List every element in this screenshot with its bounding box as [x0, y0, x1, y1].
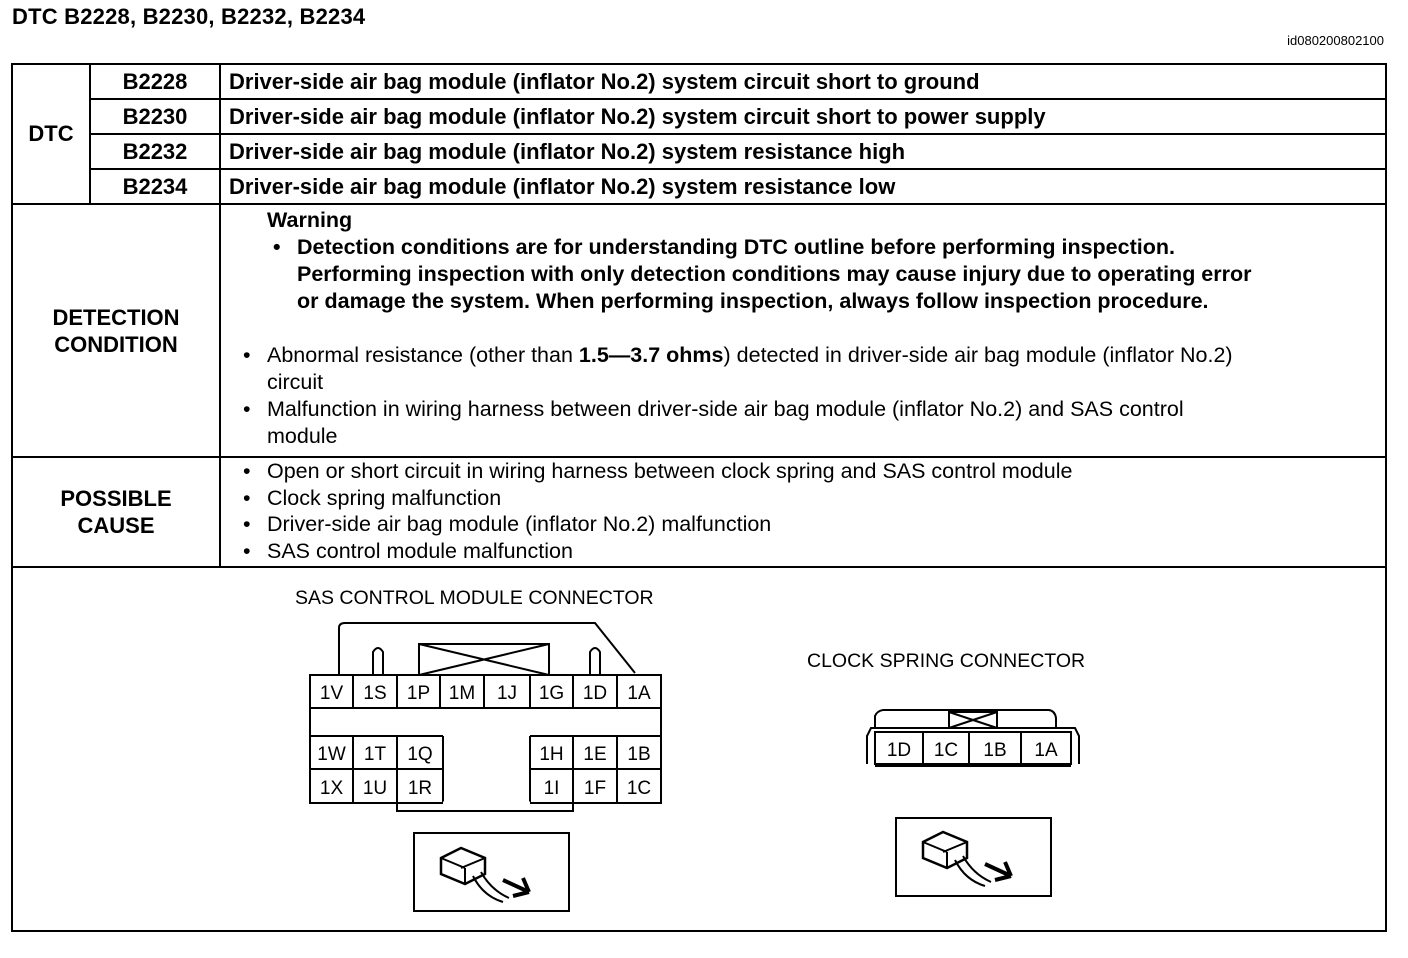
- list-item: • Open or short circuit in wiring harness between clock spring and SAS control module: [233, 458, 1373, 485]
- possible-cause-label: [12, 457, 220, 567]
- sas-pin-label: 1X: [319, 778, 344, 799]
- page-title: DTC B2228, B2230, B2232, B2234: [12, 4, 366, 29]
- warning-list: [233, 234, 1373, 315]
- warning-line: • Detection conditions are for understanding DTC outline before performing inspection.: [297, 235, 1175, 259]
- sas-pin-label: 1E: [583, 744, 607, 765]
- dtc-label: DTC: [12, 64, 90, 204]
- list-item: [233, 342, 1373, 396]
- connector-diagram: [12, 567, 1386, 931]
- dtc-code: B2230: [90, 99, 220, 134]
- sas-pin-label: 1W: [317, 744, 346, 765]
- connector-diagram-svg: [13, 568, 1383, 930]
- sas-pin-label: 1B: [627, 744, 651, 765]
- detection-label-line: CONDITION: [54, 331, 178, 357]
- sas-pin-label: 1S: [363, 683, 387, 704]
- clock-spring-pin-labels: [887, 740, 1058, 761]
- sas-connector-title: SAS CONTROL MODULE CONNECTOR: [295, 587, 654, 609]
- dtc-description: Driver-side air bag module (inflator No.2) system resistance high: [220, 134, 1386, 169]
- dtc-code: B2228: [90, 64, 220, 99]
- list-item: • Clock spring malfunction: [233, 485, 1373, 512]
- dtc-description: Driver-side air bag module (inflator No.2) system circuit short to power supply: [220, 99, 1386, 134]
- detection-list: [233, 342, 1373, 450]
- sas-pin-label: 1I: [543, 778, 560, 799]
- table-row: [12, 99, 1386, 134]
- list-item: • SAS control module malfunction: [233, 538, 1373, 565]
- clock-spring-pin-label: 1D: [886, 740, 912, 761]
- sas-pin-label: 1C: [626, 778, 652, 799]
- document-id: id080200802100: [1287, 33, 1384, 48]
- list-item: [233, 396, 1373, 450]
- list-item: • Driver-side air bag module (inflator No.2) malfunction: [233, 511, 1373, 538]
- clock-spring-connector-title: CLOCK SPRING CONNECTOR: [807, 650, 1086, 672]
- table-row: [12, 64, 1386, 99]
- clock-spring-terminal-view-icon: [896, 818, 1051, 896]
- sas-pin-label: 1G: [538, 683, 565, 704]
- cause-label-line: CAUSE: [77, 513, 155, 538]
- sas-terminal-view-icon: [414, 833, 569, 911]
- possible-cause-row: [12, 457, 1386, 567]
- sas-pin-label: 1D: [582, 683, 608, 704]
- sas-pin-label: 1J: [496, 683, 518, 704]
- cause-label-line: POSSIBLE: [60, 486, 172, 511]
- dtc-table: [11, 63, 1387, 932]
- clock-spring-pin-label: 1C: [933, 740, 959, 761]
- sas-pin-label: 1R: [407, 778, 433, 799]
- sas-pin-label: 1U: [362, 778, 388, 799]
- sas-pin-label: 1H: [539, 744, 564, 765]
- clock-spring-pin-label: 1A: [1034, 740, 1058, 761]
- sas-pin-label: 1F: [583, 778, 607, 799]
- item-text: • Malfunction in wiring harness between driver-side air bag module (inflator No.2) and SAS control: [267, 397, 1184, 421]
- sas-pin-label: 1P: [406, 683, 431, 704]
- item-text: Abnormal resistance (other than: [267, 343, 579, 367]
- warning-title: Warning: [267, 208, 353, 232]
- sas-pin-label: 1A: [627, 683, 651, 704]
- table-row: [12, 169, 1386, 204]
- sas-pin-label: 1Q: [407, 744, 433, 765]
- sas-pin-label: 1V: [319, 683, 344, 704]
- dtc-code: B2234: [90, 169, 220, 204]
- connector-diagram-row: [12, 567, 1386, 931]
- possible-cause-content: [220, 457, 1386, 567]
- warning-line: or damage the system. When performing inspection, always follow inspection procedure.: [297, 289, 1209, 313]
- dtc-code: B2232: [90, 134, 220, 169]
- item-text: circuit: [267, 370, 324, 394]
- sas-pin-label: 1T: [363, 744, 387, 765]
- detection-condition-content: [220, 204, 1386, 457]
- warning-line: Performing inspection with only detection conditions may cause injury due to operating error: [297, 262, 1252, 286]
- detection-condition-label: [12, 204, 220, 457]
- dtc-description: Driver-side air bag module (inflator No.2) system resistance low: [220, 169, 1386, 204]
- detection-condition-row: [12, 204, 1386, 457]
- sas-pin-label: 1M: [448, 683, 476, 704]
- dtc-description: Driver-side air bag module (inflator No.2) system circuit short to ground: [220, 64, 1386, 99]
- warning-item: [233, 234, 1373, 315]
- table-row: [12, 134, 1386, 169]
- resistance-value: 1.5—3.7 ohms: [578, 343, 724, 367]
- item-text: ) detected in driver-side air bag module (inflator No.2): [723, 343, 1233, 367]
- cause-list: [233, 458, 1373, 564]
- item-text: module: [267, 424, 338, 448]
- clock-spring-pin-label: 1B: [983, 740, 1007, 761]
- detection-label-line: DETECTION: [52, 304, 180, 330]
